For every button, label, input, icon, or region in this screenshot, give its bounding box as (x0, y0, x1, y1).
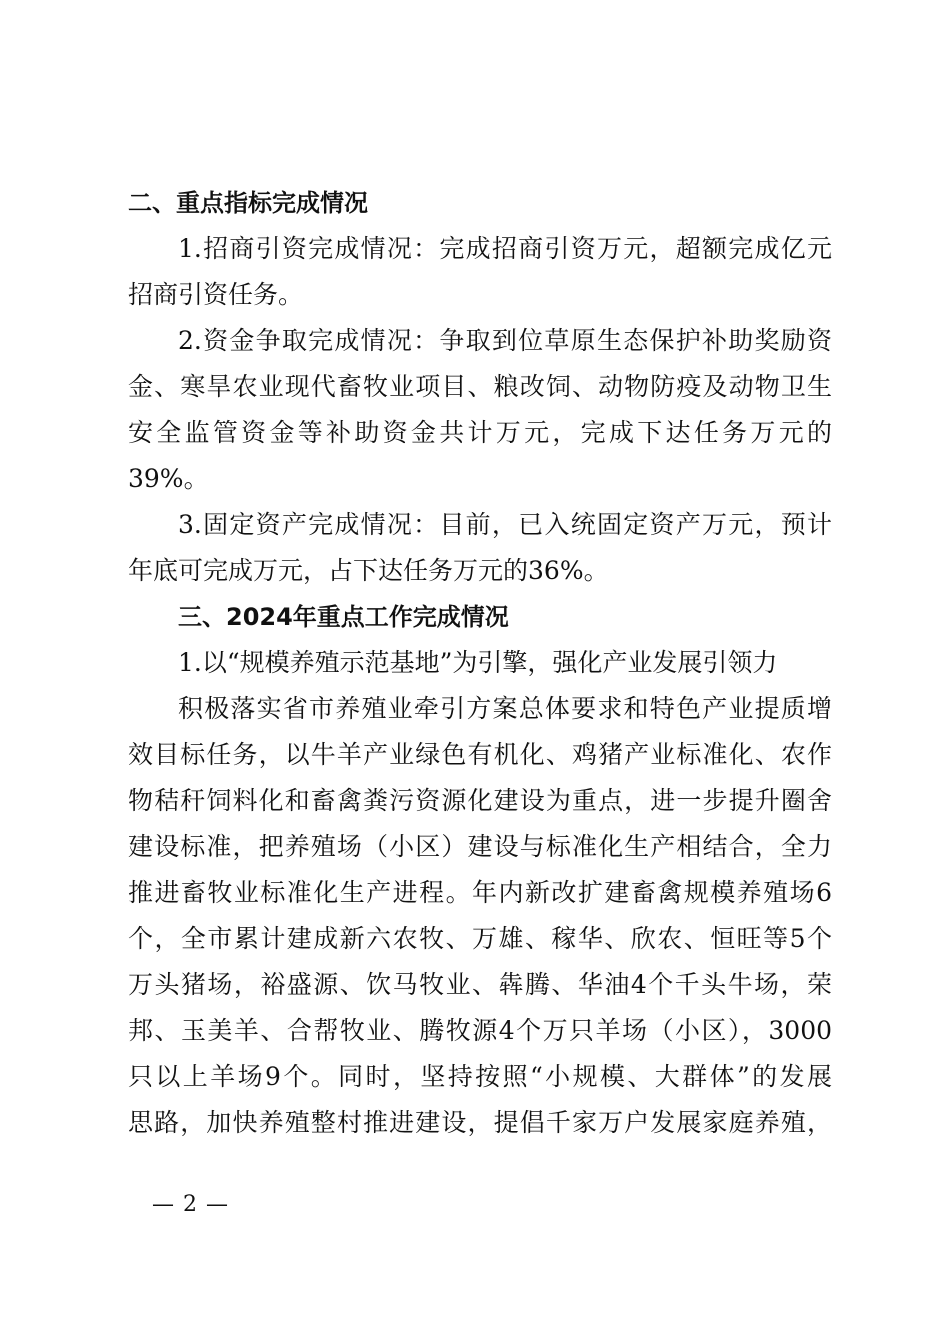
paragraph-line: 3.固定资产完成情况：目前，已入统固定资产万元，预计 (178, 510, 832, 539)
paragraph-line: 只以上羊场9个。同时，坚持按照“小规模、大群体”的发展 (128, 1062, 832, 1091)
section-heading-key-indicators: 二、重点指标完成情况 (128, 189, 368, 217)
paragraph-line: 个，全市累计建成新六农牧、万雄、稼华、欣农、恒旺等5个 (128, 924, 832, 953)
paragraph-line: 建设标准，把养殖场（小区）建设与标准化生产相结合，全力 (128, 832, 832, 861)
paragraph-funding (128, 318, 832, 502)
paragraph-fixed-assets (128, 502, 832, 594)
paragraph-line: 年底可完成万元，占下达任务万元的36%。 (128, 556, 609, 585)
paragraph-line: 效目标任务，以牛羊产业绿色有机化、鸡猪产业标准化、农作 (128, 740, 832, 769)
paragraph-line: 招商引资任务。 (128, 280, 304, 309)
paragraph-investment (128, 226, 832, 318)
paragraph-line: 万头猪场，裕盛源、饮马牧业、犇腾、华油4个千头牛场，荣 (128, 970, 832, 999)
paragraph-line: 1.招商引资完成情况：完成招商引资万元，超额完成亿元 (178, 234, 832, 263)
paragraph-line: 邦、玉美羊、合帮牧业、腾牧源4个万只羊场（小区），3000 (128, 1016, 832, 1045)
document-body (128, 180, 832, 1146)
section-heading-key-work: 三、2024年重点工作完成情况 (178, 603, 509, 631)
paragraph-line: 积极落实省市养殖业牵引方案总体要求和特色产业提质增 (178, 694, 832, 723)
paragraph-breeding (128, 686, 832, 1146)
paragraph-line: 安全监管资金等补助资金共计万元，完成下达任务万元的 (128, 418, 832, 447)
paragraph-line: 推进畜牧业标准化生产进程。年内新改扩建畜禽规模养殖场6 (128, 878, 832, 907)
paragraph-line: 金、寒旱农业现代畜牧业项目、粮改饲、动物防疫及动物卫生 (128, 372, 832, 401)
paragraph-line: 思路，加快养殖整村推进建设，提倡千家万户发展家庭养殖， (128, 1108, 832, 1137)
paragraph-line: 39%。 (128, 464, 209, 493)
page-number: — 2 — (152, 1192, 229, 1217)
paragraph-line: 2.资金争取完成情况：争取到位草原生态保护补助奖励资 (178, 326, 832, 355)
subheading-breeding-base: 1.以“规模养殖示范基地”为引擎，强化产业发展引领力 (178, 648, 778, 677)
paragraph-line: 物秸秆饲料化和畜禽粪污资源化建设为重点，进一步提升圈舍 (128, 786, 832, 815)
